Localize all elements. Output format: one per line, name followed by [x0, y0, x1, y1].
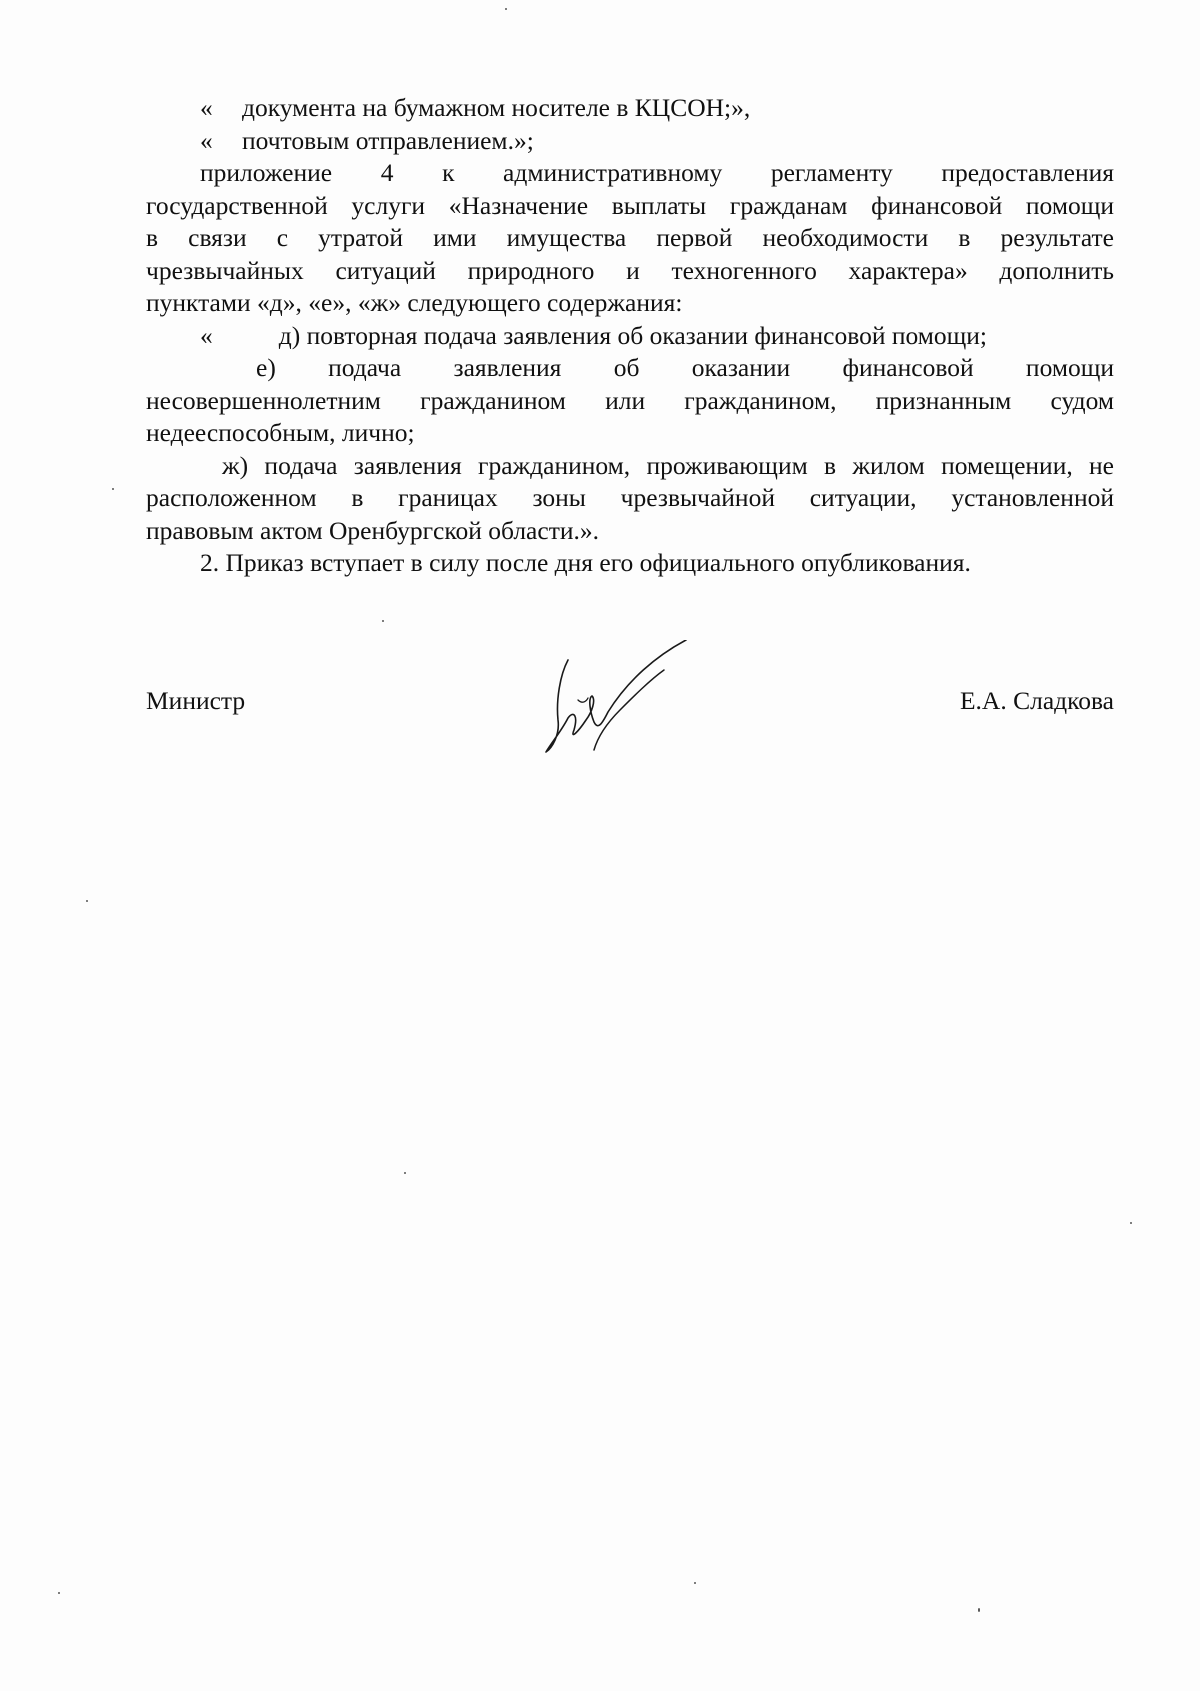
scan-speck: [112, 488, 114, 490]
item-e-line: е) подача заявления об оказании финансовой помощи: [256, 353, 1114, 382]
signatory-name: Е.А. Сладкова: [959, 686, 1114, 715]
paragraph-line: чрезвычайных ситуаций природного и техногенного характера» дополнить: [146, 255, 1114, 285]
signatory-title: Министр: [146, 686, 246, 715]
item-zh-line: правовым актом Оренбургской области.».: [146, 515, 599, 545]
scan-speck: [58, 1592, 60, 1594]
opening-quote-mark: «: [200, 93, 213, 122]
scan-speck: [1130, 1222, 1132, 1224]
quote-line-post: [146, 125, 1114, 158]
scan-speck: [694, 1582, 696, 1584]
line-text: д) повторная подача заявления об оказании финансовой помощи;: [278, 320, 988, 350]
scan-speck: [86, 900, 88, 902]
item-d-line: [146, 320, 1114, 353]
item-zh-line: расположенном в границах зоны чрезвычайной ситуации, установленной: [146, 483, 1114, 512]
scan-speck: [382, 620, 384, 622]
item-zh-line: ж) подача заявления гражданином, проживающим в жилом помещении, не: [222, 450, 1114, 480]
opening-quote-mark: «: [200, 125, 213, 155]
paragraph-line: приложение 4 к административному регламенту предоставления: [200, 158, 1114, 187]
quote-line-kcson: [146, 92, 1114, 125]
line-text: документа на бумажном носителе в КЦСОН;»,: [242, 93, 751, 122]
handwritten-signature: [538, 640, 718, 760]
document-body: [146, 92, 1114, 580]
opening-quote-mark: «: [200, 320, 213, 350]
paragraph-line: государственной услуги «Назначение выплаты гражданам финансовой помощи: [146, 190, 1114, 220]
paragraph-line: пунктами «д», «е», «ж» следующего содержания:: [146, 288, 683, 317]
paragraph-line: в связи с утратой ими имущества первой необходимости в результате: [146, 223, 1114, 252]
item-e-line: несовершеннолетним гражданином или гражданином, признанным судом: [146, 385, 1114, 415]
scan-speck: [404, 1172, 406, 1174]
scan-speck: [978, 1608, 980, 1612]
item-2-line: 2. Приказ вступает в силу после дня его официального опубликования.: [200, 548, 971, 577]
scan-speck: [505, 8, 507, 10]
line-text: почтовым отправлением.»;: [242, 125, 534, 155]
item-e-line: недееспособным, лично;: [146, 418, 415, 447]
